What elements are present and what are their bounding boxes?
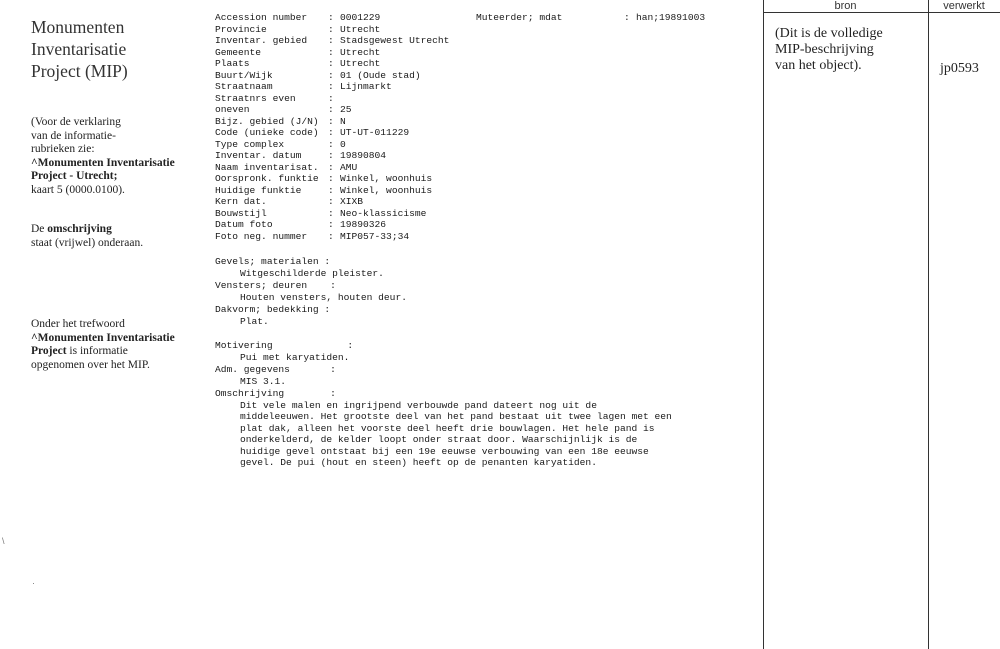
field-name: Straatnaam <box>215 81 273 92</box>
section <box>215 280 755 303</box>
field-row <box>215 116 755 128</box>
field-name: Inventar. gebied <box>215 35 308 46</box>
omschrijving-text <box>215 400 755 469</box>
field-name: Naam inventarisat. <box>215 161 319 173</box>
note-bold: Project <box>31 345 67 358</box>
field-row <box>215 231 755 243</box>
field-colon: : <box>328 12 334 23</box>
field-value: Winkel, woonhuis <box>340 184 433 196</box>
field-value: Utrecht <box>340 58 381 69</box>
field-value: Neo-klassicisme <box>340 207 427 219</box>
record-sections <box>215 256 755 327</box>
field-name: Buurt/Wijk <box>215 69 273 81</box>
section <box>215 256 755 279</box>
field-value <box>340 93 476 105</box>
field-colon: : <box>328 138 334 150</box>
field-value: XIXB <box>340 196 364 207</box>
field-colon: : <box>328 92 334 104</box>
note-line: van de informatie- <box>31 129 116 142</box>
field-name: Bouwstijl <box>215 207 267 219</box>
scan-mark: \ <box>2 536 5 546</box>
field-name: Straatnrs even <box>215 92 296 104</box>
field-value: 19890804 <box>340 150 387 161</box>
field-colon: : <box>328 69 334 81</box>
note-bold: omschrijving <box>47 223 112 235</box>
section-name: Motivering : <box>215 340 354 351</box>
field-row <box>215 12 755 24</box>
note-line: Onder het trefwoord <box>31 318 125 330</box>
field-value: N <box>340 115 346 127</box>
record-sections-2 <box>215 340 755 387</box>
field-row <box>215 35 755 47</box>
section-name: Adm. gegevens : <box>215 364 336 375</box>
field-value: 01 (Oude stad) <box>340 69 421 81</box>
omschrijving-line: gevel. De pui (hout en steen) heeft op de penanten karyatiden. <box>240 457 597 468</box>
field-name: Code (unieke code) <box>215 127 319 138</box>
note-bold: Project - Utrecht; <box>31 170 118 183</box>
field-colon: : <box>328 46 334 58</box>
field-colon: : <box>328 81 334 92</box>
field-name: Datum foto <box>215 219 273 230</box>
page-title-line-1: Monumenten <box>31 17 125 37</box>
field-row <box>215 58 755 70</box>
section-text: Witgeschilderde pleister. <box>240 267 384 279</box>
record-fields <box>215 12 755 242</box>
note-bold: ^Monumenten Inventarisatie <box>31 156 175 169</box>
field-value: Utrecht <box>340 46 381 58</box>
field-row <box>215 81 755 93</box>
page-title-line-2: Inventarisatie <box>31 39 127 59</box>
field-value: 0001229 <box>340 12 381 23</box>
field-row <box>215 219 755 231</box>
section-text: Pui met karyatiden. <box>240 351 350 363</box>
field-name: Oorspronk. funktie <box>215 173 319 184</box>
note-omschrijving <box>31 223 181 250</box>
field-value: 25 <box>340 104 352 115</box>
note-line: rubrieken zie: <box>31 143 95 156</box>
field-name: Accession number <box>215 12 308 23</box>
field-name: Gemeente <box>215 46 262 58</box>
field-colon: : <box>328 150 334 161</box>
field-colon: : <box>328 230 334 242</box>
field-value: Winkel, woonhuis <box>340 173 433 184</box>
note-verklaring <box>31 116 181 198</box>
field-row <box>215 162 755 174</box>
verwerkt-code: jp0593 <box>940 61 979 76</box>
field-colon: : <box>328 184 334 196</box>
field-name: Inventar. datum <box>215 150 302 161</box>
extra-colon: : <box>624 12 630 23</box>
bron-line: van het object). <box>775 58 862 73</box>
section-name: Vensters; deuren : <box>215 280 336 291</box>
field-name: Type complex <box>215 138 285 150</box>
left-column <box>31 16 181 82</box>
field-row <box>215 139 755 151</box>
field-row <box>215 173 755 185</box>
field-value: UT-UT-011229 <box>340 127 410 138</box>
field-row <box>215 150 755 162</box>
note-text: De <box>31 223 45 235</box>
field-value: AMU <box>340 161 358 173</box>
omschrijving-line: middeleeuwen. Het grootste deel van het pand bestaat uit twee lagen met een <box>240 411 672 422</box>
header-verwerkt: verwerkt <box>943 0 985 12</box>
field-row <box>215 208 755 220</box>
field-value: 19890326 <box>340 219 387 230</box>
section-text: Houten vensters, houten deur. <box>240 291 407 303</box>
section-text: MIS 3.1. <box>240 375 287 387</box>
bron-line: MIP-beschrijving <box>775 42 874 57</box>
header-underline <box>763 12 1000 13</box>
field-row <box>215 127 755 139</box>
field-name: Huidige funktie <box>215 184 302 196</box>
field-colon: : <box>328 173 334 184</box>
field-row <box>215 104 755 116</box>
header-bron: bron <box>834 0 857 12</box>
section <box>215 340 755 363</box>
column-divider-right <box>928 0 929 649</box>
record-body <box>215 12 755 469</box>
section <box>215 364 755 387</box>
field-colon: : <box>328 115 334 127</box>
field-name: Kern dat. <box>215 196 267 207</box>
field-name: Plaats <box>215 58 250 69</box>
field-name: oneven <box>215 104 250 115</box>
field-row <box>215 93 755 105</box>
field-value: Utrecht <box>340 23 381 35</box>
section-text: Plat. <box>240 315 269 327</box>
note-trefwoord <box>31 318 181 372</box>
note-bold: ^Monumenten Inventarisatie <box>31 331 175 344</box>
note-text: is informatie <box>66 345 128 358</box>
section-name: Gevels; materialen : <box>215 256 331 267</box>
field-value: Stadsgewest Utrecht <box>340 35 450 46</box>
field-value: MIP057-33;34 <box>340 230 410 242</box>
field-name: Bijz. gebied (J/N) <box>215 115 319 127</box>
field-colon: : <box>328 219 334 230</box>
field-row <box>215 185 755 197</box>
field-colon: : <box>328 196 334 207</box>
field-colon: : <box>328 104 334 115</box>
omschrijving-line: huidige gevel ontstaat bij een 19e eeuwse verbouwing van een 18e eeuwse <box>240 445 649 457</box>
field-colon: : <box>328 161 334 173</box>
bron-line: (Dit is de volledige <box>775 26 883 41</box>
field-row <box>215 47 755 59</box>
field-row <box>215 196 755 208</box>
field-row <box>215 24 755 36</box>
column-divider-left <box>763 0 764 649</box>
page-title-line-3: Project (MIP) <box>31 61 128 81</box>
omschrijving-label: Omschrijving : <box>215 388 336 399</box>
field-value: Lijnmarkt <box>340 81 392 92</box>
omschrijving-line: Dit vele malen en ingrijpend verbouwde pand dateert nog uit de <box>240 399 597 411</box>
field-colon: : <box>328 35 334 46</box>
extra-value: han;19891003 <box>636 12 706 23</box>
note-line: opgenomen over het MIP. <box>31 358 150 371</box>
field-colon: : <box>328 207 334 219</box>
section-name: Dakvorm; bedekking : <box>215 304 331 315</box>
field-name: Provincie <box>215 23 267 35</box>
field-colon: : <box>328 127 334 138</box>
field-colon: : <box>328 58 334 69</box>
omschrijving-line: onderkelderd, de kelder loopt onder straat door. Waarschijnlijk is de <box>240 434 638 445</box>
scan-mark: · <box>32 578 35 588</box>
note-line: staat (vrijwel) onderaan. <box>31 236 144 249</box>
omschrijving-line: plat dak, alleen het voorste deel heeft drie bouwlagen. Het hele pand is <box>240 422 655 434</box>
extra-label: Muteerder; mdat <box>476 12 563 23</box>
bron-text <box>775 26 925 74</box>
field-row <box>215 70 755 82</box>
field-name: Foto neg. nummer <box>215 230 308 242</box>
note-line: kaart 5 (0000.0100). <box>31 183 125 196</box>
note-line: (Voor de verklaring <box>31 116 121 128</box>
section <box>215 304 755 327</box>
field-colon: : <box>328 23 334 35</box>
field-extra <box>476 12 705 24</box>
field-value: 0 <box>340 138 346 150</box>
